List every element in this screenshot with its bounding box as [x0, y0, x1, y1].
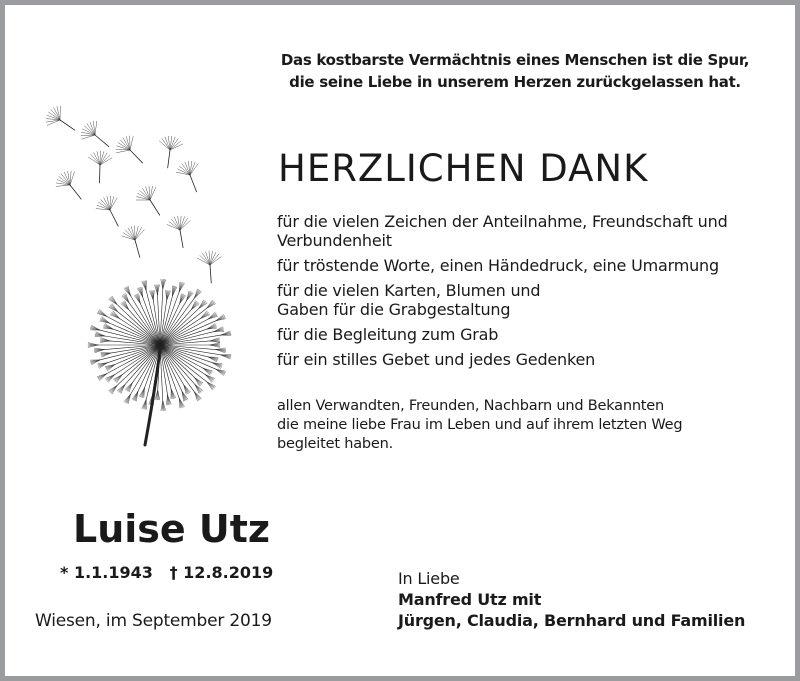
list-item: für die Begleitung zum Grab	[277, 325, 499, 344]
dandelion-stroke	[116, 150, 130, 153]
list-item: für die vielen Zeichen der Anteilnahme, Freundschaft und Verbundenheit	[277, 212, 728, 250]
dandelion-stroke	[101, 352, 111, 353]
dandelion-illustration	[40, 90, 250, 460]
signature-line: Manfred Utz mit	[398, 590, 542, 609]
dandelion-stroke	[110, 197, 114, 210]
dandelion-stroke	[130, 150, 143, 163]
quote	[260, 49, 770, 93]
dandelion-stroke	[178, 216, 180, 230]
dandelion-stroke	[97, 151, 100, 165]
text-line: allen Verwandten, Freunden, Nachbarn und Bekannten	[277, 398, 665, 414]
quote-line: die seine Liebe in unserem Herzen zurückgelassen hat.	[289, 73, 741, 91]
obituary-notice	[5, 5, 795, 676]
dandelion-stroke	[150, 186, 152, 200]
life-dates: * 1.1.1943 † 12.8.2019	[60, 563, 274, 582]
dandelion-stroke	[56, 185, 70, 186]
deceased-name: Luise Utz	[73, 507, 271, 551]
dandelion-stroke	[57, 106, 60, 120]
quote-line: Das kostbarste Vermächtnis eines Menschen ist die Spur,	[280, 51, 750, 69]
dandelion-stroke	[210, 251, 212, 265]
dandelion-stroke	[107, 196, 110, 210]
dandelion-stroke	[166, 395, 167, 405]
dandelion-stroke	[70, 185, 81, 199]
dandelion-stroke	[160, 301, 187, 345]
dandelion-stroke	[95, 135, 109, 147]
signature-line: Jürgen, Claudia, Bernhard und Familien	[398, 611, 746, 630]
dandelion-stroke	[60, 120, 75, 130]
dandelion-stroke	[130, 136, 133, 150]
thanks-recipients	[277, 397, 682, 454]
list-item: für die vielen Karten, Blumen und Gaben für die Grabgestaltung	[277, 281, 541, 319]
thanks-list	[277, 212, 777, 375]
dandelion-stroke	[110, 210, 118, 226]
dandelion-stroke	[180, 230, 183, 248]
dandelion-stroke	[168, 150, 170, 168]
heading: HERZLICHEN DANK	[278, 147, 649, 190]
dandelion-stroke	[190, 175, 197, 192]
dandelion-stroke	[143, 297, 160, 345]
dandelion-stroke	[131, 296, 160, 345]
dandelion-stroke	[135, 240, 140, 257]
dandelion-stroke	[176, 172, 190, 175]
dandelion-stroke	[150, 200, 160, 215]
signature	[398, 568, 745, 631]
dandelion-stroke	[150, 187, 156, 200]
dandelion-stroke	[68, 171, 70, 185]
dandelion-stroke	[210, 265, 211, 283]
dandelion-stroke	[81, 132, 95, 135]
text-line: die meine liebe Frau im Leben und auf ihrem letzten Weg	[277, 417, 683, 433]
dandelion-stroke	[110, 198, 117, 210]
list-item: für tröstende Worte, einen Händedruck, eine Umarmung	[277, 256, 719, 275]
dandelion-stroke	[99, 165, 100, 183]
dandelion-stroke	[221, 335, 231, 336]
dandelion-stroke	[160, 292, 179, 345]
list-item: für ein stilles Gebet und jedes Gedenken	[277, 350, 596, 369]
signature-intro: In Liebe	[398, 569, 460, 588]
text-line: begleitet haben.	[277, 436, 394, 452]
dandelion-stroke	[95, 121, 97, 135]
dandelion-stroke	[160, 345, 179, 398]
dandelion-stroke	[153, 290, 154, 300]
place-date: Wiesen, im September 2019	[35, 611, 272, 631]
